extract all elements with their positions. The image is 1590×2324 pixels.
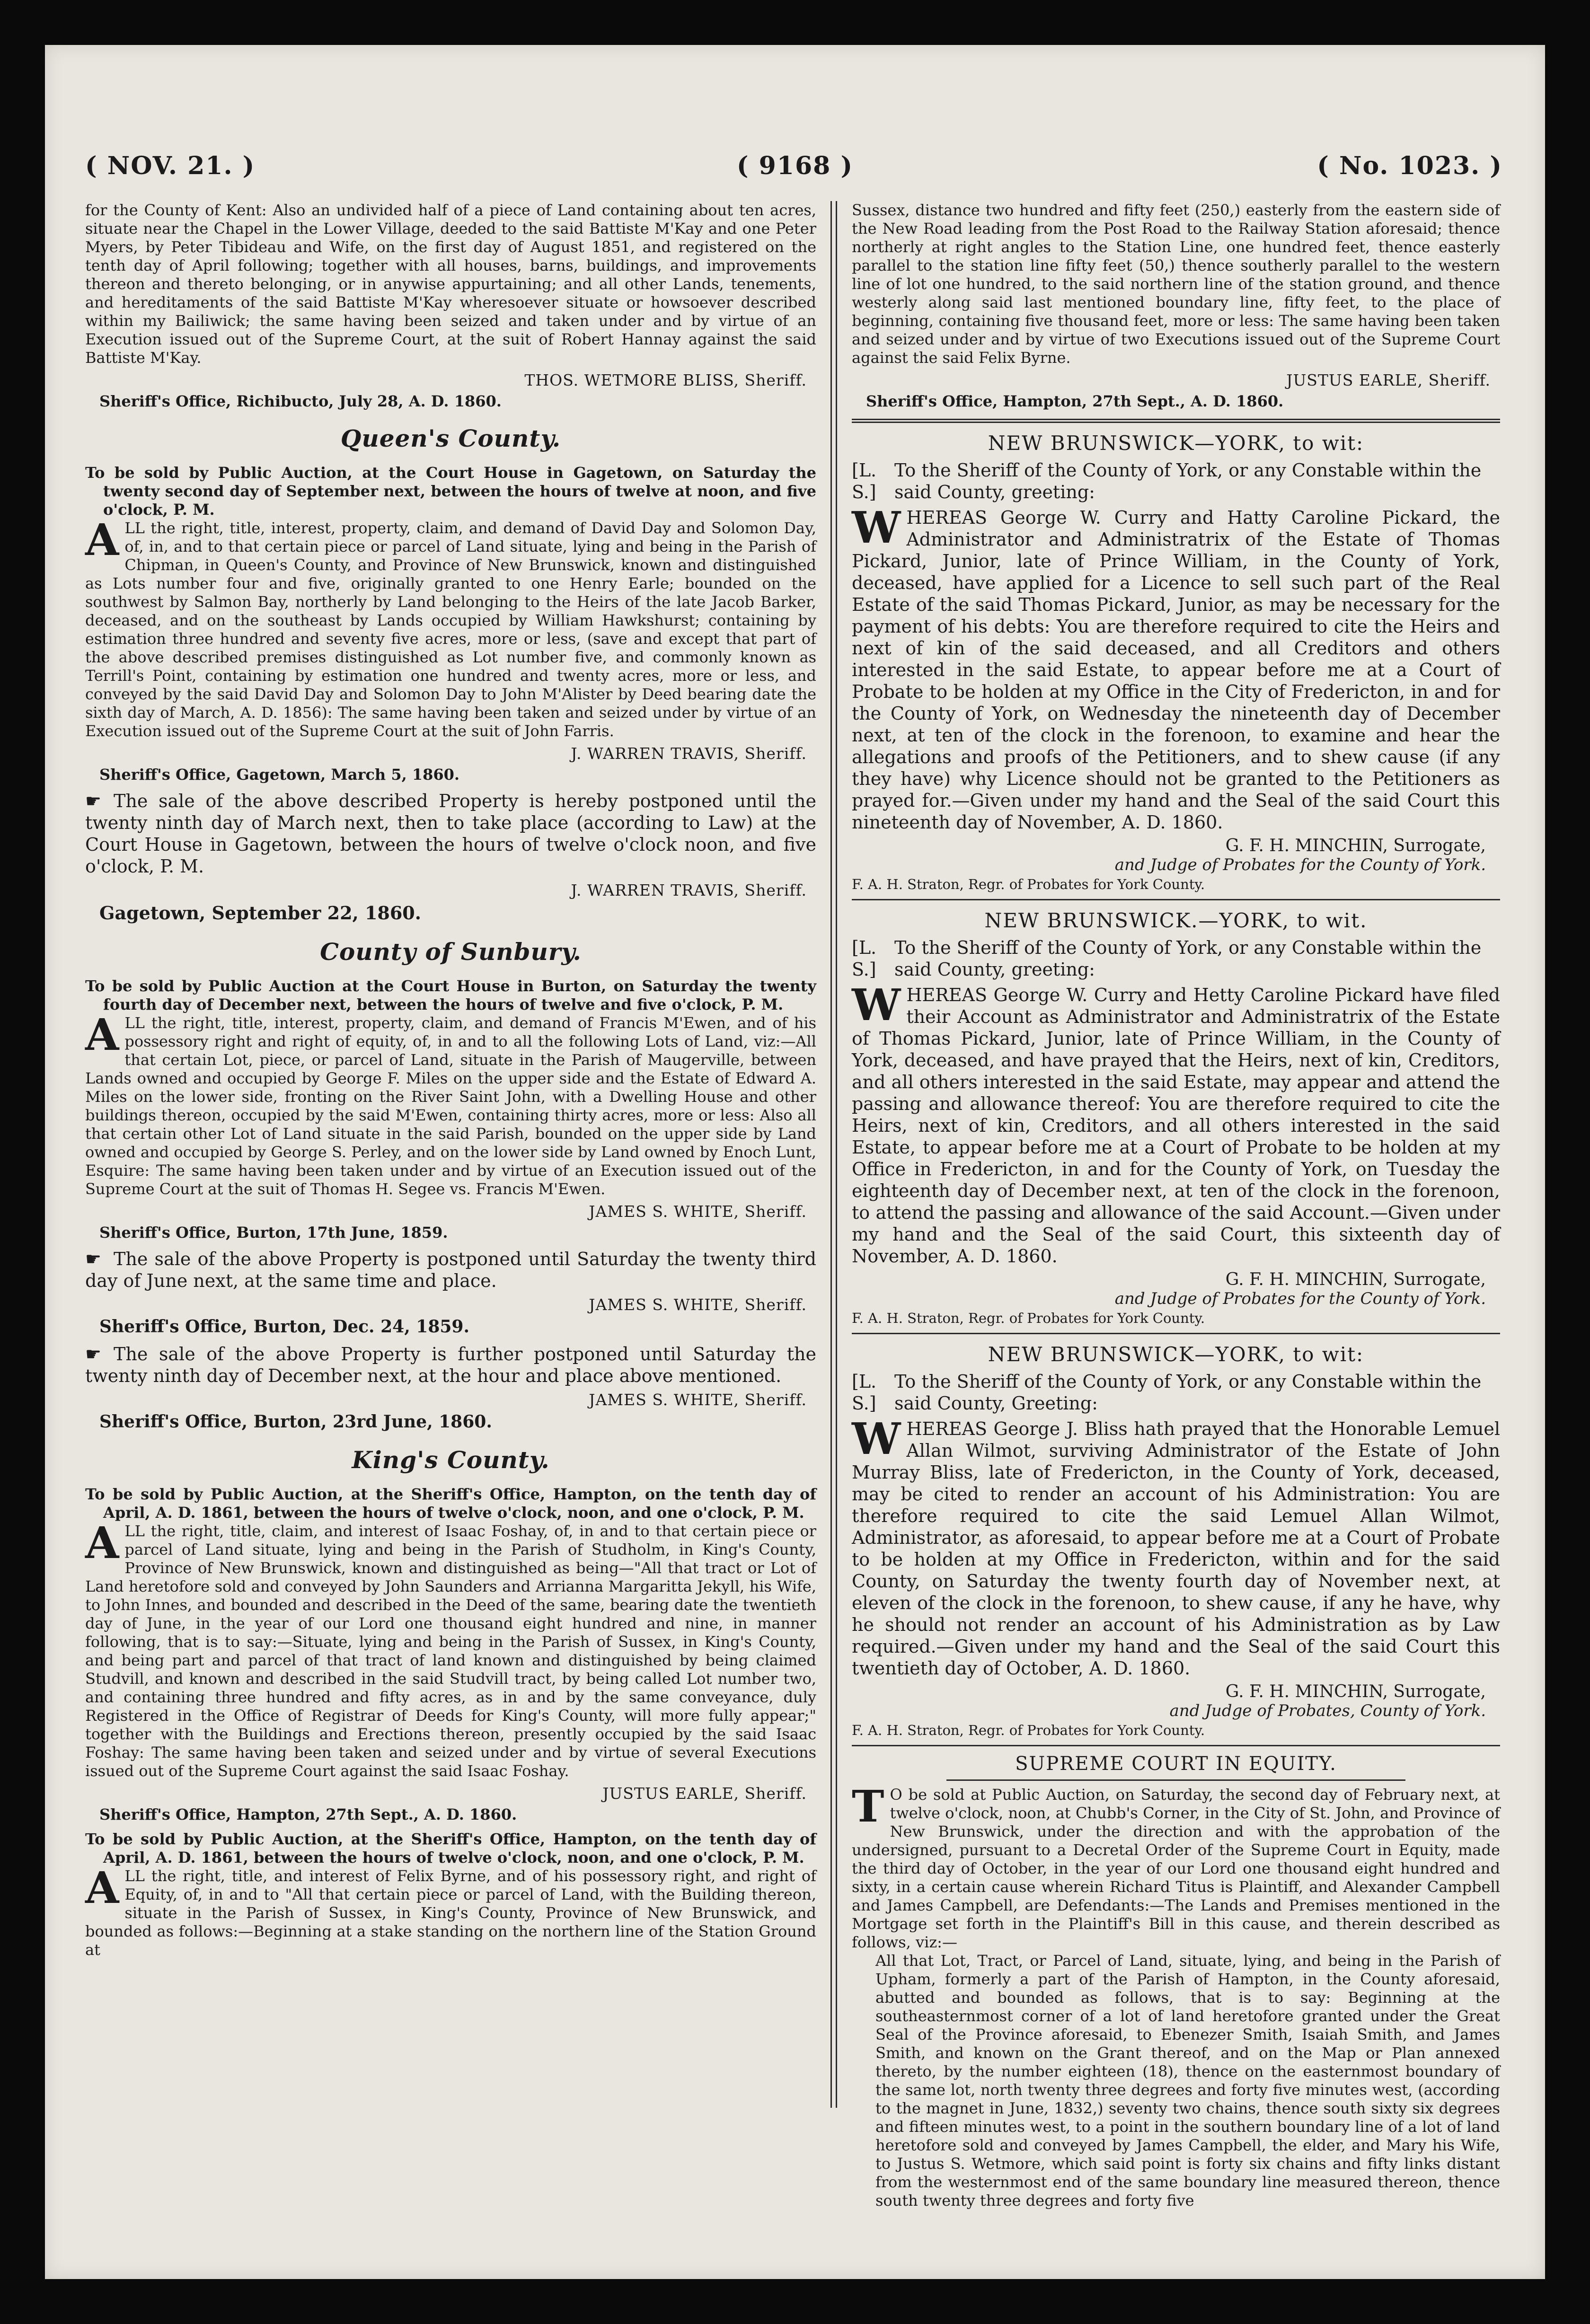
notice-2-title: NEW BRUNSWICK.—YORK, to wit.: [984, 909, 1368, 932]
sunbury-postpone-2: [85, 1343, 816, 1387]
notice-1-registrar: F. A. H. Straton, Regr. of Probates for York County.: [852, 876, 1205, 892]
pointing-hand-icon: ☛: [85, 791, 102, 811]
notice-3-text: HEREAS George J. Bliss hath prayed that the Honorable Lemuel Allan Wilmot, surviving Administrator of the Estate of John Murray Bliss, late of Fredericton, in the County of York, deceased, may be cited to render an account of his Administration: You are therefore required to cite the said Lemuel Allan Wilmot, Administrator, as aforesaid, to appear before me at a Court of Probate to be holden at my Office in Fredericton, within and for the said County, on Saturday the twenty fourth day of November next, at eleven of the clock in the forenoon, to shew cause, if any he have, why he should not render an account of his Administration as by Law required.—Given under my hand and the Seal of the said Court this twentieth day of October, A. D. 1860.: [852, 1418, 1500, 1679]
kings-dropcap: A: [85, 1517, 119, 1568]
header-issue-number: ( No. 1023. ): [1317, 151, 1502, 180]
kings-intro-2: To be sold by Public Auction, at the Sheriff's Office, Hampton, on the tenth day of April, A. D. 1861, between the hours of twelve o'clock, noon, and one o'clock, P. M.: [85, 1830, 816, 1866]
sunbury-postpone-1: [85, 1248, 816, 1292]
page-header: [45, 45, 1545, 187]
pointing-hand-icon: ☛: [85, 1249, 102, 1269]
notice-3-address: To the Sheriff of the County of York, or any Constable within the said County, Greeting:: [894, 1371, 1482, 1414]
sunbury-signature-3: JAMES S. WHITE, Sheriff.: [589, 1391, 807, 1409]
notice-1-seal-mark: [L. S.]: [852, 460, 877, 502]
kent-signature: THOS. WETMORE BLISS, Sheriff.: [524, 371, 807, 389]
sunbury-office: Sheriff's Office, Burton, 17th June, 1859.: [99, 1224, 448, 1241]
sunbury-signature: JAMES S. WHITE, Sheriff.: [589, 1202, 807, 1221]
notice-3-subtitle: and Judge of Probates, County of York.: [1169, 1701, 1486, 1720]
section-rule: [852, 1333, 1500, 1334]
queens-office: Sheriff's Office, Gagetown, March 5, 1860.: [99, 766, 460, 783]
section-rule: [852, 1745, 1500, 1746]
kings-county-heading: King's County.: [352, 1446, 550, 1474]
notice-2-text: HEREAS George W. Curry and Hetty Caroline Pickard have filed their Account as Administrator and Administratrix of the Estate of Thomas Pickard, Junior, late of Prince William, in the County of York, deceased, and have prayed that the Heirs, next of kin, Creditors, and all others interested in the said Estate, may appear and attend the passing and allowance thereof: You are therefore required to cite the Heirs, next of kin, Creditors, and all others interested in the said Estate, to appear before me at a Court of Probate to be holden at my Office in Fredericton, in and for the County of York, on Tuesday the eighteenth day of December next, at ten of the clock in the forenoon, to attend the passing and allowance of the said Account.—Given under my hand and the Seal of the said Court, this sixteenth day of November, A. D. 1860.: [852, 985, 1500, 1267]
queens-office-2: Gagetown, September 22, 1860.: [99, 902, 421, 924]
queens-postpone: [85, 790, 816, 877]
sunbury-notice: [85, 1009, 816, 1198]
notice-1-title: NEW BRUNSWICK—YORK, to wit:: [988, 431, 1364, 455]
kings-office: Sheriff's Office, Hampton, 27th Sept., A. D. 1860.: [99, 1805, 517, 1823]
equity-body: [852, 1781, 1500, 1952]
kings-dropcap-2: A: [85, 1862, 119, 1913]
queens-signature-2: J. WARREN TRAVIS, Sheriff.: [571, 881, 807, 899]
sunbury-county-heading: County of Sunbury.: [320, 938, 582, 966]
queens-intro: To be sold by Public Auction, at the Court House in Gagetown, on Saturday the twenty second day of September next, between the hours of twelve at noon, and five o'clock, P. M.: [85, 464, 816, 519]
equity-text-2: All that Lot, Tract, or Parcel of Land, situate, lying, and being in the Parish of Upham, formerly a part of the Parish of Hampton, in the County aforesaid, abutted and bounded as follows, that is to say: Beginning at the southeasternmost corner of a lot of land heretofore granted under the Great Seal of the Province aforesaid, to Ebenezer Smith, Isaiah Smith, and James Smith, and known on the Grant thereof, and on the Map or Plan annexed thereto, by the number eighteen (18), thence on the easternmost boundary of the same lot, north twenty three degrees and forty five minutes west, (according to the magnet in June, 1832,) seventy two chains, thence south sixty six degrees and fifteen minutes west, to a point in the southern boundary line of a lot of land heretofore sold and conveyed by James Campbell, the elder, and Mary his Wife, to Justus S. Wetmore, which said point is forty six chains and fifty links distant from the westernmost end of the same boundary line measured thereon, thence south twenty three degrees and forty five: [875, 1952, 1500, 2210]
notice-3-body: [852, 1413, 1500, 1679]
kings-intro: To be sold by Public Auction, at the Sheriff's Office, Hampton, on the tenth day of April, A. D. 1861, between the hours of twelve o'clock, noon, and one o'clock, P. M.: [85, 1485, 816, 1522]
right-column: [852, 201, 1500, 2210]
kings-notice-2-text: LL the right, title, and interest of Felix Byrne, and of his possessory right, and right of Equity, of, in and to "All that certain piece or parcel of Land, with the Building thereon, situate in the Parish of Sussex, in King's County, Province of New Brunswick, and bounded as follows:—Beginning at a stake standing on the northern line of the Station Ground at: [85, 1867, 816, 1959]
notice-1-text: HEREAS George W. Curry and Hatty Caroline Pickard, the Administrator and Administratrix of the Estate of Thomas Pickard, Junior, late of Prince William, in the County of York, deceased, have applied for a Licence to sell such part of the Real Estate of the said Thomas Pickard, Junior, as may be necessary for the payment of his debts: You are therefore required to cite the Heirs and next of kin of the said deceased, and all Creditors and others interested in the said Estate, to appear before me at a Court of Probate to be holden at my Office in the City of Fredericton, in and for the County of York, on Wednesday the nineteenth day of December next, at ten of the clock in the forenoon, to examine and hear the allegations and proofs of the Petitioners, and to shew cause (if any they have) why Licence should not be granted to the Petitioners as prayed for.—Given under my hand and the Seal of the said Court this nineteenth day of November, A. D. 1860.: [852, 507, 1500, 833]
byrne-signature: JUSTUS EARLE, Sheriff.: [1286, 371, 1491, 389]
equity-title: SUPREME COURT IN EQUITY.: [1015, 1753, 1337, 1775]
sunbury-notice-text: LL the right, title, interest, property, claim, and demand of Francis M'Ewen, and of his possessory right and right of equity, of, in and to all the following Lots of Land, viz:—All that certain Lot, piece, or parcel of Land, situate in the Parish of Maugerville, between Lands owned and occupied by George F. Miles on the upper side and the Estate of Edward A. Miles on the lower side, fronting on the River Saint John, with a Dwelling House and other buildings thereon, occupied by the said M'Ewen, containing thirty acres, more or less: Also all that certain other Lot of Land situate in the said Parish, bounded on the upper side by Land owned and occupied by George S. Perley, and on the lower side by Land owned by Enoch Lunt, Esquire: The same having been taken under and by virtue of an Execution issued out of the Supreme Court at the suit of Thomas H. Segee vs. Francis M'Ewen.: [85, 1014, 816, 1198]
kent-notice-text: for the County of Kent: Also an undivided half of a piece of Land containing about ten acres, situate near the Chapel in the Lower Village, deeded to the said Battiste M'Kay and one Peter Myers, by Peter Tibideau and Wife, on the first day of August 1851, and registered on the tenth day of April following; together with all houses, barns, buildings, and improvements thereon and thereto belonging, or in anywise appurtaining; and all other Lands, tenements, and hereditaments of the said Battiste M'Kay wheresoever situate or howsoever described within my Bailiwick; the same having been seized and taken under and by virtue of an Execution issued out of the Supreme Court, at the suit of Robert Hannay against the said Battiste M'Kay.: [85, 201, 816, 367]
byrne-continued-text: Sussex, distance two hundred and fifty feet (250,) easterly from the eastern side of the New Road leading from the Post Road to the Railway Station aforesaid; thence northerly at right angles to the Station Line, one hundred feet, thence easterly parallel to the station line fifty feet (50,) thence southerly parallel to the western line of lot one hundred, to the said northern line of the station ground, and thence westerly along said last mentioned boundary line, fifty feet, to the place of beginning, containing five thousand feet, more or less: The same having been taken and seized under and by virtue of two Executions issued out of the Supreme Court against the said Felix Byrne.: [852, 201, 1500, 367]
sunbury-intro: To be sold by Public Auction at the Court House in Burton, on Saturday the twenty fourth day of December next, between the hours of twelve and five o'clock, P. M.: [85, 977, 816, 1013]
kings-notice: [85, 1517, 816, 1780]
queens-dropcap: A: [85, 514, 119, 565]
section-rule: [852, 899, 1500, 900]
left-column: [85, 201, 816, 1959]
notice-3-seal-mark: [L. S.]: [852, 1371, 877, 1414]
sunbury-dropcap: A: [85, 1009, 119, 1060]
notice-3-registrar: F. A. H. Straton, Regr. of Probates for York County.: [852, 1722, 1205, 1738]
kings-signature: JUSTUS EARLE, Sheriff.: [602, 1784, 807, 1803]
notice-1-signature: G. F. H. MINCHIN, Surrogate,: [1225, 836, 1486, 855]
sunbury-office-2: Sheriff's Office, Burton, Dec. 24, 1859.: [99, 1317, 470, 1337]
newspaper-page: [45, 45, 1545, 2279]
notice-1-address: To the Sheriff of the County of York, or any Constable within the said County, greeting:: [894, 460, 1482, 502]
notice-1-address-block: [852, 459, 1500, 503]
byrne-office: Sheriff's Office, Hampton, 27th Sept., A. D. 1860.: [866, 392, 1284, 410]
notice-1-body: [852, 502, 1500, 833]
notice-1-dropcap: W: [852, 502, 901, 553]
notice-2-registrar: F. A. H. Straton, Regr. of Probates for York County.: [852, 1310, 1205, 1326]
notice-2-dropcap: W: [852, 979, 901, 1030]
queens-signature: J. WARREN TRAVIS, Sheriff.: [571, 744, 807, 763]
sunbury-postpone-1-text: The sale of the above Property is postponed until Saturday the twenty third day of June next, at the same time and place.: [85, 1249, 816, 1291]
notice-2-signature: G. F. H. MINCHIN, Surrogate,: [1225, 1270, 1486, 1289]
notice-3-dropcap: W: [852, 1413, 901, 1464]
header-page-number: ( 9168 ): [736, 151, 854, 180]
queens-postpone-text: The sale of the above described Property is hereby postponed until the twenty ninth day of March next, then to take place (according to Law) at the Court House in Gagetown, between the hours of twelve o'clock noon, and five o'clock, P. M.: [85, 791, 816, 877]
equity-dropcap: T: [852, 1781, 884, 1832]
title-underline: [946, 1779, 1405, 1781]
notice-3-title: NEW BRUNSWICK—YORK, to wit:: [988, 1343, 1364, 1366]
notice-2-address-block: [852, 937, 1500, 980]
sunbury-signature-2: JAMES S. WHITE, Sheriff.: [589, 1295, 807, 1314]
notice-2-body: [852, 979, 1500, 1267]
pointing-hand-icon: ☛: [85, 1344, 102, 1364]
notice-2-seal-mark: [L. S.]: [852, 937, 877, 980]
notice-3-signature: G. F. H. MINCHIN, Surrogate,: [1225, 1682, 1486, 1701]
column-divider: [830, 201, 837, 2108]
kent-office: Sheriff's Office, Richibucto, July 28, A. D. 1860.: [99, 392, 502, 410]
section-rule: [852, 419, 1500, 423]
kings-notice-text: LL the right, title, claim, and interest of Isaac Foshay, of, in and to that certain piece or parcel of Land situate, lying and being in the Parish of Studholm, in King's County, Province of New Brunswick, known and distinguished as being—"All that tract or Lot of Land heretofore sold and conveyed by John Saunders and Arrianna Margaritta Jekyll, his Wife, to John Innes, and bounded and described in the Deed of the same, bearing date the twentieth day of June, in the year of our Lord one thousand eight hundred and nine, in manner following, that is to say:—Situate, lying and being in the Parish of Sussex, in King's County, and being part and parcel of that tract of land known and distinguished by being claimed Studvill, and known and described in the said Studvill tract, by being called Lot number two, and containing three hundred and fifty acres, as in and by the same conveyance, duly Registered in the Office of Registrar of Deeds for King's County, will more fully appear;" together with the Buildings and Erections thereon, presently occupied by the said Isaac Foshay: The same having been taken and seized under and by virtue of several Executions issued out of the Supreme Court against the said Isaac Foshay.: [85, 1522, 816, 1780]
notice-2-subtitle: and Judge of Probates for the County of York.: [1114, 1289, 1486, 1308]
notice-1-subtitle: and Judge of Probates for the County of York.: [1114, 855, 1486, 874]
queens-notice: [85, 514, 816, 740]
sunbury-office-3: Sheriff's Office, Burton, 23rd June, 1860.: [99, 1412, 492, 1432]
sunbury-postpone-2-text: The sale of the above Property is further postponed until Saturday the twenty ninth day of December next, at the hour and place above mentioned.: [85, 1344, 816, 1386]
notice-2-address: To the Sheriff of the County of York, or any Constable within the said County, greeting:: [894, 937, 1482, 980]
equity-text: O be sold at Public Auction, on Saturday, the second day of February next, at twelve o'clock, noon, at Chubb's Corner, in the City of St. John, and Province of New Brunswick, under the direction and with the approbation of the undersigned, pursuant to a Decretal Order of the Supreme Court in Equity, made the third day of October, in the year of our Lord one thousand eight hundred and sixty, in a certain cause wherein Richard Titus is Plaintiff, and Alexander Campbell and James Campbell, are Defendants:—The Lands and Premises mentioned in the Mortgage set forth in the Plaintiff's Bill in this cause, and therein described as follows, viz:—: [852, 1786, 1500, 1951]
queens-county-heading: Queen's County.: [340, 424, 561, 452]
queens-notice-text: LL the right, title, interest, property, claim, and demand of David Day and Solomon Day, of, in, and to that certain piece or parcel of Land situate, lying and being in the Parish of Chipman, in Queen's County, and Province of New Brunswick, known and distinguished as Lots number four and five, originally granted to one Henry Earle; bounded on the southwest by Salmon Bay, northerly by Land belonging to the Heirs of the late Jacob Barker, deceased, and on the southeast by Lands occupied by William Hawkshurst; containing by estimation three hundred and seventy five acres, more or less, (save and except that part of the above described premises distinguished as Lot number five, and commonly known as Terrill's Point, containing by estimation one hundred and twenty acres, more or less, and conveyed by the said David Day and Solomon Day to John M'Alister by Deed bearing date the sixth day of March, A. D. 1856): The same having been taken and seized under by virtue of an Execution issued out of the Supreme Court at the suit of John Farris.: [85, 519, 816, 740]
kings-notice-2: [85, 1862, 816, 1959]
header-date: ( NOV. 21. ): [85, 151, 256, 180]
notice-3-address-block: [852, 1371, 1500, 1414]
